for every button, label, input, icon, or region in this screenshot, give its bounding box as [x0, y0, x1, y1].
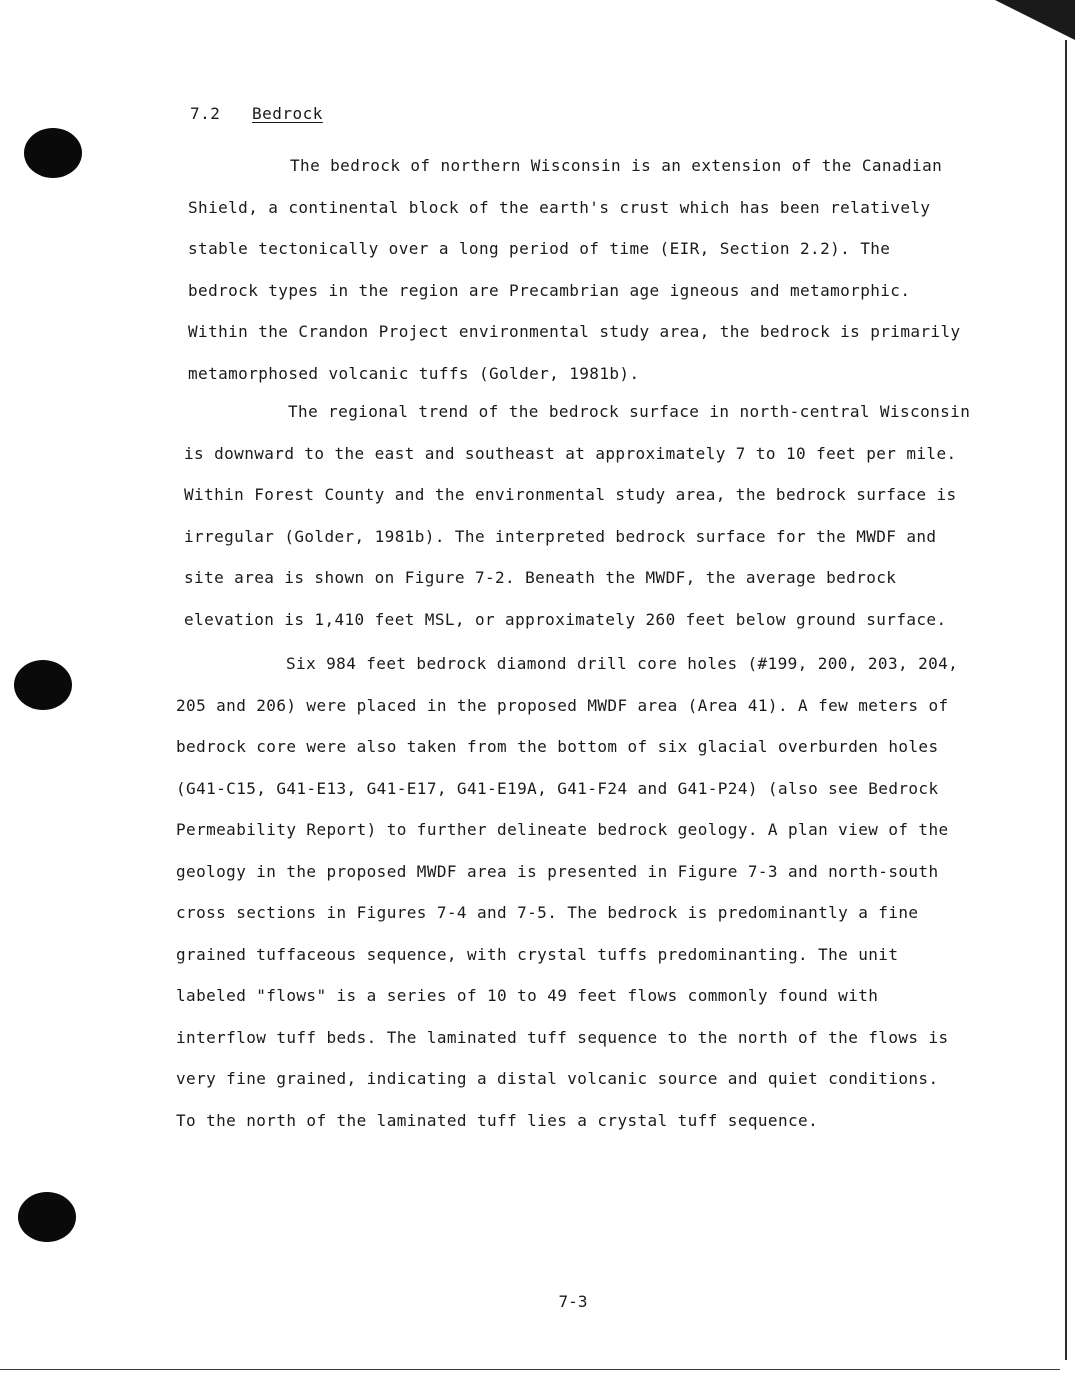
punch-hole-icon [18, 1192, 76, 1242]
page-right-edge [1065, 40, 1067, 1360]
paragraph-line: Within Forest County and the environmental study area, the bedrock surface is [184, 485, 957, 504]
paragraph-line: bedrock core were also taken from the bottom of six glacial overburden holes [176, 737, 939, 756]
paragraph-line: The bedrock of northern Wisconsin is an extension of the Canadian [290, 156, 943, 175]
paragraph-line: labeled "flows" is a series of 10 to 49 feet flows commonly found with [176, 986, 879, 1005]
section-heading [190, 104, 323, 123]
punch-hole-icon [14, 660, 72, 710]
paragraph-line: grained tuffaceous sequence, with crystal tuffs predominanting. The unit [176, 944, 899, 964]
section-number: 7.2 [190, 104, 221, 123]
page-bottom-edge [0, 1369, 1060, 1370]
paragraph-line: site area is shown on Figure 7-2. Beneath the MWDF, the average bedrock [184, 568, 897, 587]
paragraph-line: To the north of the laminated tuff lies a crystal tuff sequence. [176, 1110, 819, 1130]
paragraph-line: The regional trend of the bedrock surface in north-central Wisconsin [288, 402, 971, 421]
paragraph-3 [176, 643, 958, 1141]
paragraph-line: 205 and 206) were placed in the proposed MWDF area (Area 41). A few meters of [176, 695, 949, 715]
paragraph-line: very fine grained, indicating a distal volcanic source and quiet conditions. [176, 1069, 939, 1088]
paragraph-line: Within the Crandon Project environmental study area, the bedrock is primarily [188, 322, 961, 341]
paragraph-line: cross sections in Figures 7-4 and 7-5. The bedrock is predominantly a fine [176, 903, 919, 922]
punch-hole-icon [24, 128, 82, 178]
page-number: 7-3 [558, 1292, 588, 1311]
paragraph-line: interflow tuff beds. The laminated tuff sequence to the north of the flows is [176, 1027, 949, 1047]
paragraph-line: Shield, a continental block of the earth's crust which has been relatively [188, 197, 931, 217]
paragraph-line: metamorphosed volcanic tuffs (Golder, 1981b). [188, 363, 640, 383]
paragraph-line: geology in the proposed MWDF area is presented in Figure 7-3 and north-south [176, 861, 939, 881]
paragraph-line: irregular (Golder, 1981b). The interpreted bedrock surface for the MWDF and [184, 526, 937, 546]
paragraph-1 [188, 145, 961, 394]
paragraph-line: Six 984 feet bedrock diamond drill core holes (#199, 200, 203, 204, [286, 654, 959, 673]
paragraph-line: stable tectonically over a long period of time (EIR, Section 2.2). The [188, 239, 891, 258]
paragraph-line: (G41-C15, G41-E13, G41-E17, G41-E19A, G41-F24 and G41-P24) (also see Bedrock [176, 778, 939, 798]
section-title: Bedrock [252, 104, 323, 123]
paragraph-line: Permeability Report) to further delineate bedrock geology. A plan view of the [176, 820, 949, 839]
paragraph-line: elevation is 1,410 feet MSL, or approximately 260 feet below ground surface. [184, 609, 947, 629]
paragraph-2 [184, 391, 970, 640]
paragraph-line: is downward to the east and southeast at approximately 7 to 10 feet per mile. [184, 443, 957, 463]
paragraph-line: bedrock types in the region are Precambrian age igneous and metamorphic. [188, 280, 911, 300]
page-corner-edge [995, 0, 1075, 40]
